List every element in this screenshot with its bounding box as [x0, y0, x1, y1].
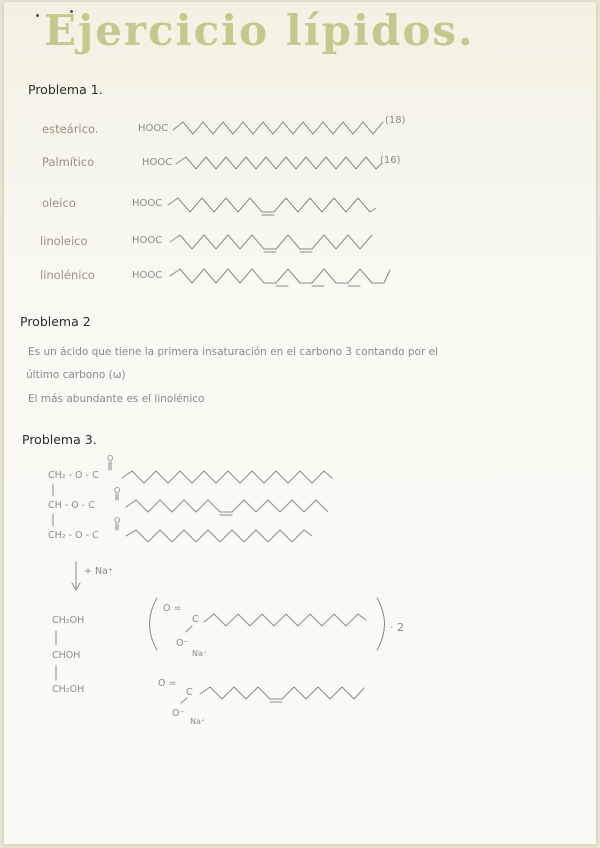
problema1-heading: Problema 1. — [28, 82, 103, 97]
soap2-oxygen-minus: O⁻ — [172, 708, 185, 719]
soap1-oxygen-minus: O⁻ — [176, 638, 189, 649]
acid-head-linolenico: HOOC — [132, 270, 163, 281]
acid-name-linoleico: linoleico — [40, 234, 88, 248]
problema2-line-2: último carbono (ω) — [26, 369, 126, 381]
triglyceride-chain-2 — [126, 500, 328, 512]
soap1-carbon: C — [192, 614, 199, 625]
soap1-multiplier: · 2 — [390, 621, 404, 634]
triglyceride-chain-3 — [126, 530, 312, 542]
soap1-bracket-left — [150, 598, 158, 650]
chain-palmitico — [176, 157, 382, 169]
soap2-chain — [200, 687, 364, 699]
glycerol-row-1: CH₂OH — [52, 615, 85, 626]
soap1-chain — [204, 614, 366, 626]
acid-head-palmitico: HOOC — [142, 157, 173, 168]
soap2-carbon: C — [186, 687, 193, 698]
soap1-bond-o — [186, 626, 192, 632]
triglyceride-chain-1 — [122, 471, 332, 483]
carbon-count-palmitico: (16) — [380, 155, 401, 166]
triglyceride-row-2: CH - O - C — [48, 500, 95, 511]
chain-linoleico — [170, 235, 372, 249]
problema2-line-3: El más abundante es el linolénico — [28, 393, 205, 405]
carbon-count-estearico: (18) — [385, 115, 406, 126]
acid-head-oleico: HOOC — [132, 198, 163, 209]
soap1-bracket-right — [377, 598, 385, 650]
soap2-sodium: Na⁺ — [190, 717, 206, 726]
acid-name-palmitico: Palmítico — [42, 155, 95, 169]
page-title: Ejercicio lípidos. — [44, 6, 475, 55]
chain-linolenico — [170, 269, 390, 283]
soap2-bond-o — [181, 698, 187, 703]
acid-name-linolenico: linolénico — [40, 268, 95, 282]
soap2-oxygen-double: O = — [158, 678, 177, 689]
problema2-heading: Problema 2 — [20, 314, 91, 329]
triglyceride-row-1: CH₂ - O - C — [48, 470, 99, 481]
reagent-label: + Na⁺ — [84, 566, 113, 577]
problema2-line-1: Es un ácido que tiene la primera insaturación en el carbono 3 contando por el — [28, 346, 438, 358]
problema3-heading: Problema 3. — [22, 432, 97, 447]
carbonyl-oxygen-2: O — [114, 486, 121, 495]
carbonyl-oxygen-3: O — [114, 516, 121, 525]
glycerol-row-3: CH₂OH — [52, 684, 85, 695]
acid-name-estearico: esteárico. — [42, 122, 99, 136]
soap1-sodium: Na⁺ — [192, 649, 208, 658]
acid-head-linoleico: HOOC — [132, 235, 163, 246]
chain-estearico — [173, 122, 383, 134]
acid-head-estearico: HOOC — [138, 123, 169, 134]
glycerol-row-2: CHOH — [52, 650, 81, 661]
triglyceride-row-3: CH₂ - O - C — [48, 530, 99, 541]
chain-oleico — [168, 198, 376, 212]
carbonyl-oxygen-1: O — [107, 454, 114, 463]
soap1-oxygen-double: O = — [163, 603, 182, 614]
acid-name-oleico: oleico — [42, 196, 76, 210]
